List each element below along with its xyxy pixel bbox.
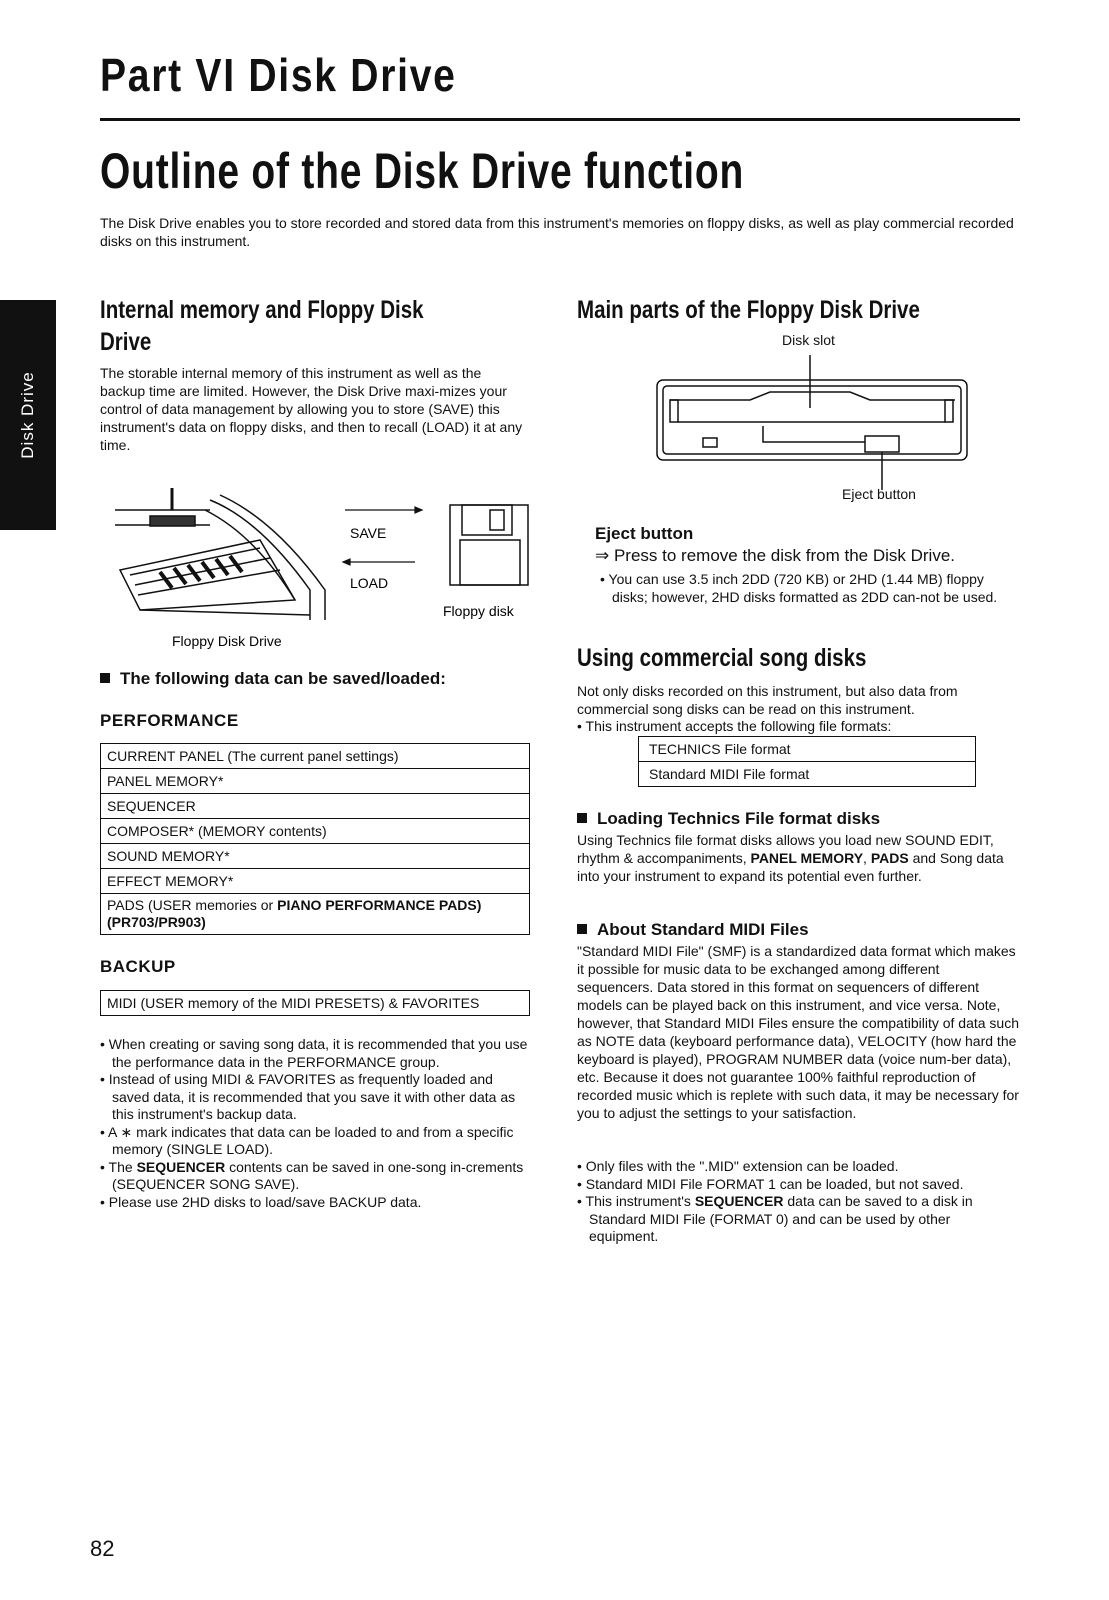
- floppy-disk-icon: [450, 505, 528, 585]
- eject-button: [865, 436, 899, 452]
- note-item: • Please use 2HD disks to load/save BACKUP data.: [100, 1194, 532, 1212]
- page-number: 82: [90, 1536, 115, 1561]
- side-tab-label: Disk Drive: [18, 371, 37, 459]
- eject-instruction: ⇒ Press to remove the disk from the Disk Drive.: [595, 546, 956, 565]
- floppy-drive-front-diagram: [655, 350, 985, 490]
- section-heading-internal-memory-line2: Drive: [100, 328, 152, 356]
- technics-heading: Loading Technics File format disks: [577, 809, 880, 829]
- data-saved-loaded-heading: The following data can be saved/loaded:: [100, 669, 446, 689]
- smf-paragraph: "Standard MIDI File" (SMF) is a standardized data format which makes it possible for music data to be exchanged among different sequencers. Data stored in this format on sequencers of different models can be played back on this instrument, and vice versa. Note, however, that Standard MIDI Files ensure the compatibility of data such as NOTE data (keyboard performance data), VELOCITY (how hard the keyboard is played), PROGRAM NUMBER data (voice num-ber data), etc. Because it does not guarantee 100% faithful reproduction of recorded music which is replete with such data, it may be necessary for you to adjust the settings to your satisfaction.: [577, 943, 1020, 1121]
- list-item: CURRENT PANEL (The current panel settings): [101, 744, 529, 769]
- square-bullet-icon: [577, 813, 587, 823]
- note-item: • You can use 3.5 inch 2DD (720 KB) or 2HD (1.44 MB) floppy disks; however, 2HD disks formatted as 2DD can-not be used.: [600, 571, 1020, 606]
- side-tab: [0, 300, 56, 530]
- note-item: • This instrument accepts the following file formats:: [577, 718, 1017, 736]
- part-title: Part VI Disk Drive: [100, 49, 457, 101]
- list-item: EFFECT MEMORY*: [101, 869, 529, 894]
- floppy-drive-illustration: [115, 488, 325, 620]
- note-item: • Standard MIDI File FORMAT 1 can be loaded, but not saved.: [577, 1176, 1019, 1194]
- smf-bullets: [577, 1158, 1019, 1246]
- backup-list: [100, 990, 530, 1016]
- disk-slot: [670, 392, 955, 400]
- notes-list: [100, 1036, 532, 1211]
- list-item: COMPOSER* (MEMORY contents): [101, 819, 529, 844]
- disk-slot-label: Disk slot: [782, 332, 835, 348]
- note-item: • Only files with the ".MID" extension can be loaded.: [577, 1158, 1019, 1176]
- note-item: • A ∗ mark indicates that data can be loaded to and from a specific memory (SINGLE LOAD).: [100, 1124, 532, 1159]
- eject-notes: [600, 571, 1020, 606]
- performance-list: [100, 743, 530, 935]
- list-item: TECHNICS File format: [639, 737, 975, 762]
- performance-heading: PERFORMANCE: [100, 711, 239, 730]
- list-item: Standard MIDI File format: [649, 766, 810, 782]
- eject-button-heading: Eject button: [595, 524, 694, 543]
- list-item: SOUND MEMORY*: [101, 844, 529, 869]
- eject-button-label: Eject button: [842, 486, 916, 502]
- save-arrow: [345, 507, 422, 513]
- note-item: • Instead of using MIDI & FAVORITES as frequently loaded and saved data, it is recommended that you save it with other data as this instrument's backup data.: [100, 1071, 532, 1124]
- smf-heading: About Standard MIDI Files: [577, 920, 809, 940]
- intro-paragraph: The Disk Drive enables you to store recorded and stored data from this instrument's memories on floppy disks, as well as play commercial recorded disks on this instrument.: [100, 215, 1014, 249]
- list-item: MIDI (USER memory of the MIDI PRESETS) & FAVORITES: [107, 995, 480, 1011]
- title-rule: [100, 118, 1020, 121]
- list-item: PANEL MEMORY*: [101, 769, 529, 794]
- load-label: LOAD: [350, 575, 389, 591]
- floppy-disk-label: Floppy disk: [443, 603, 514, 619]
- section-heading-commercial-disks: Using commercial song disks: [577, 644, 867, 672]
- commercial-paragraph: Not only disks recorded on this instrument, but also data from commercial song disks can be read on this instrument.: [577, 683, 958, 717]
- square-bullet-icon: [577, 924, 587, 934]
- save-label: SAVE: [350, 525, 387, 541]
- section-heading-internal-memory-line1: Internal memory and Floppy Disk: [100, 296, 424, 324]
- save-load-diagram: [110, 480, 540, 650]
- note-item: • When creating or saving song data, it is recommended that you use the performance data in the PERFORMANCE group.: [100, 1036, 532, 1071]
- floppy-drive-label: Floppy Disk Drive: [172, 633, 282, 649]
- backup-heading: BACKUP: [100, 957, 176, 976]
- note-item: • This instrument's SEQUENCER data can be saved to a disk in Standard MIDI File (FORMAT 0) and can be used by other equipment.: [577, 1193, 1019, 1246]
- square-bullet-icon: [100, 673, 110, 683]
- section-heading-main-parts: Main parts of the Floppy Disk Drive: [577, 296, 920, 324]
- technics-paragraph: Using Technics file format disks allows you load new SOUND EDIT, rhythm & accompaniments, PANEL MEMORY, PADS and Song data into your instrument to expand its potential even further.: [577, 832, 1004, 884]
- internal-memory-paragraph: The storable internal memory of this instrument as well as the backup time are limited. However, the Disk Drive maxi-mizes your control of data management by allowing you to store (SAVE) this instrument's data on floppy disks, and then to recall (LOAD) it at any time.: [100, 365, 523, 453]
- file-formats-list: [638, 736, 976, 787]
- list-item-pads: PADS (USER memories or PIANO PERFORMANCE PADS) (PR703/PR903): [107, 897, 482, 930]
- led-indicator: [703, 438, 717, 447]
- list-item: SEQUENCER: [101, 794, 529, 819]
- load-arrow: [343, 559, 415, 565]
- page-title: Outline of the Disk Drive function: [100, 143, 745, 199]
- note-item: • The SEQUENCER contents can be saved in one-song in-crements (SEQUENCER SONG SAVE).: [100, 1159, 532, 1194]
- commercial-bullets: [577, 718, 1017, 736]
